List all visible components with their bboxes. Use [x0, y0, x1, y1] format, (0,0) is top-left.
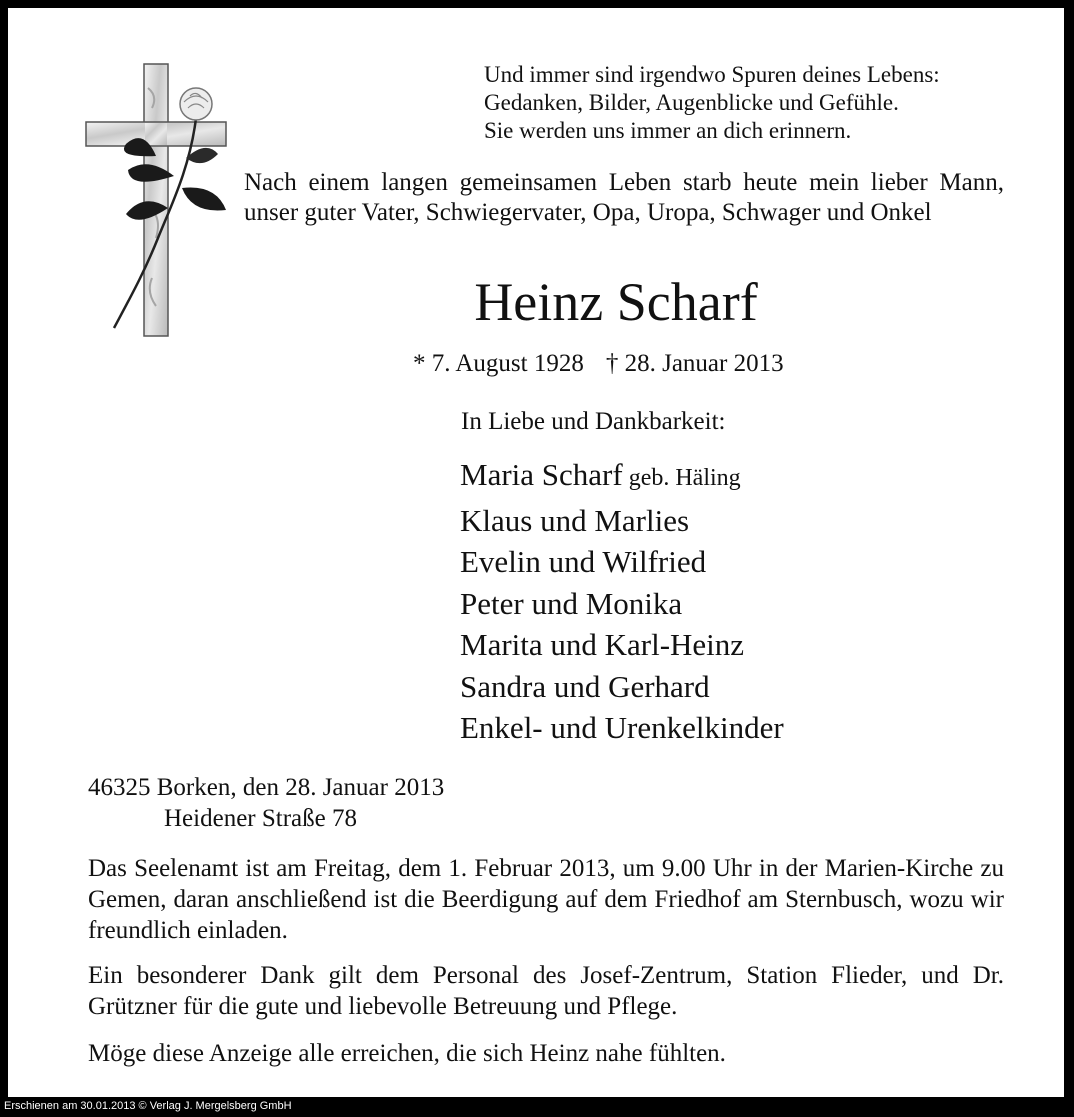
- place-and-date: 46325 Borken, den 28. Januar 2013: [88, 774, 445, 801]
- publication-credit: Erschienen am 30.01.2013 © Verlag J. Mergelsberg GmbH: [4, 1100, 292, 1112]
- death-date: † 28. Januar 2013: [605, 350, 784, 377]
- memorial-quote: [484, 61, 1044, 145]
- mourner-entry: Klaus und Marlies: [460, 502, 690, 538]
- quote-line: Gedanken, Bilder, Augenblicke und Gefühle.: [484, 90, 899, 115]
- mourner-entry: Sandra und Gerhard: [460, 668, 710, 704]
- life-dates: [413, 348, 784, 380]
- acknowledgement-text: Ein besonderer Dank gilt dem Personal des Josef-Zentrum, Station Flieder, und Dr. Grützner für die gute und liebevolle Betreuung und Pflege.: [88, 962, 1004, 1020]
- address-block: [88, 772, 444, 834]
- funeral-details: Das Seelenamt ist am Freitag, dem 1. Februar 2013, um 9.00 Uhr in der Marien-Kirche zu Gemen, daran anschließend ist die Beerdigung auf dem Friedhof am Sternbusch, wozu wir freundlich einladen.: [88, 855, 1004, 944]
- quote-line: Und immer sind irgendwo Spuren deines Lebens:: [484, 62, 940, 87]
- mourners-list: [460, 454, 784, 749]
- birth-date: * 7. August 1928: [413, 350, 584, 377]
- quote-line: Sie werden uns immer an dich erinnern.: [484, 118, 852, 143]
- mourner-entry: Peter und Monika: [460, 585, 683, 621]
- closing-text: Möge diese Anzeige alle erreichen, die sich Heinz nahe fühlten.: [88, 1040, 726, 1067]
- mourner-entry: Enkel- und Urenkelkinder: [460, 710, 784, 745]
- mourner-entry: Marita und Karl-Heinz: [460, 627, 745, 662]
- announcement-intro: Nach einem langen gemeinsamen Leben starb heute mein lieber Mann, unser guter Vater, Schwiegervater, Opa, Uropa, Schwager und Onkel: [244, 169, 1004, 226]
- maiden-name-note: geb. Häling: [628, 465, 741, 491]
- mourner-name: Maria Scharf: [460, 457, 623, 492]
- mourner-entry: [460, 454, 784, 500]
- street-address: Heidener Straße 78: [164, 805, 357, 832]
- mourner-entry: Evelin und Wilfried: [460, 544, 707, 579]
- deceased-name: Heinz Scharf: [474, 272, 758, 332]
- gratitude-line: In Liebe und Dankbarkeit:: [461, 408, 726, 435]
- obituary-notice: [8, 8, 1064, 1097]
